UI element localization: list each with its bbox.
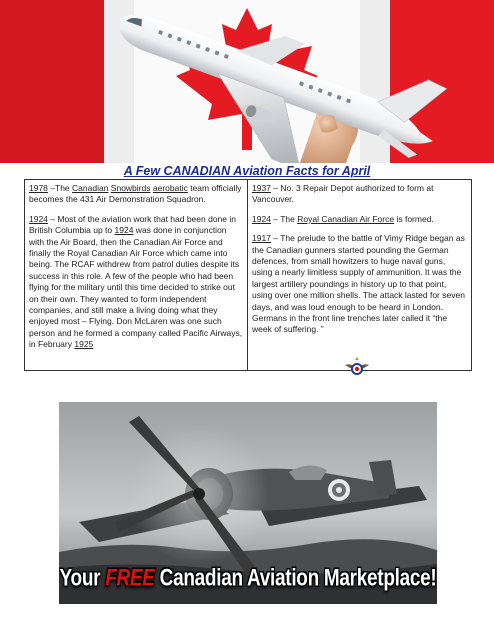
banner-text: Your [59,565,106,592]
facts-table [24,179,472,371]
fact-text: – Most of the aviation work that had been done in British Columbia up to [29,213,236,236]
hero-image [0,0,494,163]
canadian-flag-airliner-illustration [0,0,494,163]
marketplace-photo [59,402,437,604]
left-column [25,180,248,370]
banner-free-word: FREE [105,565,155,592]
fact-text: –The [47,183,73,193]
fact-1978 [29,183,243,206]
aerobatic-link[interactable]: aerobatic [152,183,188,193]
fact-text: was done in conjunction with the Air Board, then the Canadian Air Force and finally the Royal Canadian Air Force which came into being. The RCAF withdrew from patrol duties despite its success in this role. A few of the people who had been flying for the military until this time decided to strike out on their own. They wanted to form independent companies, and still make a living doing what they enjoyed most – Flying. Don McLaren was one such person and he formed a company called Pacific Airways, in February [29,225,243,350]
marketplace-banner[interactable] [59,565,437,593]
fact-1924-pacific-airways [29,214,243,351]
fact-text: is formed. [394,213,434,224]
year-link[interactable]: 1924 [114,225,134,236]
fact-1937 [252,183,467,206]
year-link[interactable]: 1937 [252,183,271,193]
year-link[interactable]: 1978 [29,183,48,193]
fact-text: – The [270,213,298,224]
right-column [248,180,471,370]
rcaf-link[interactable]: Royal Canadian Air Force [297,213,395,224]
facts-title: A Few CANADIAN Aviation Facts for April [123,164,371,178]
year-link[interactable]: 1924 [29,213,48,224]
snowbirds-link[interactable]: Snowbirds [110,183,151,193]
year-link[interactable]: 1917 [252,233,271,244]
year-link[interactable]: 1924 [252,213,271,224]
rcaf-roundel-badge-icon [344,355,370,381]
canadian-link[interactable]: Canadian [72,183,109,193]
fact-text: team officially becomes the 431 Air Demonstration Squadron. [29,183,242,205]
fact-1924-rcaf [252,214,467,225]
fact-1917 [252,233,467,336]
fact-text: – No. 3 Repair Depot authorized to form at Vancouver. [252,183,434,205]
year-link[interactable]: 1925 [74,339,94,350]
banner-text: Canadian Aviation Marketplace! [154,565,437,592]
fact-text: – The prelude to the battle of Vimy Ridge began as the Canadian gunners started pounding the German defences, from small howitzers to huge naval guns, using a nearly limitless supply of ammunition. It was the largest artillery poundings in history up to that point, using over one million shells. The attack lasted for seven days, and was loud enough to be heard in London. Germans in the front line trenches later called it “the week of suffering. ” [252,233,465,335]
